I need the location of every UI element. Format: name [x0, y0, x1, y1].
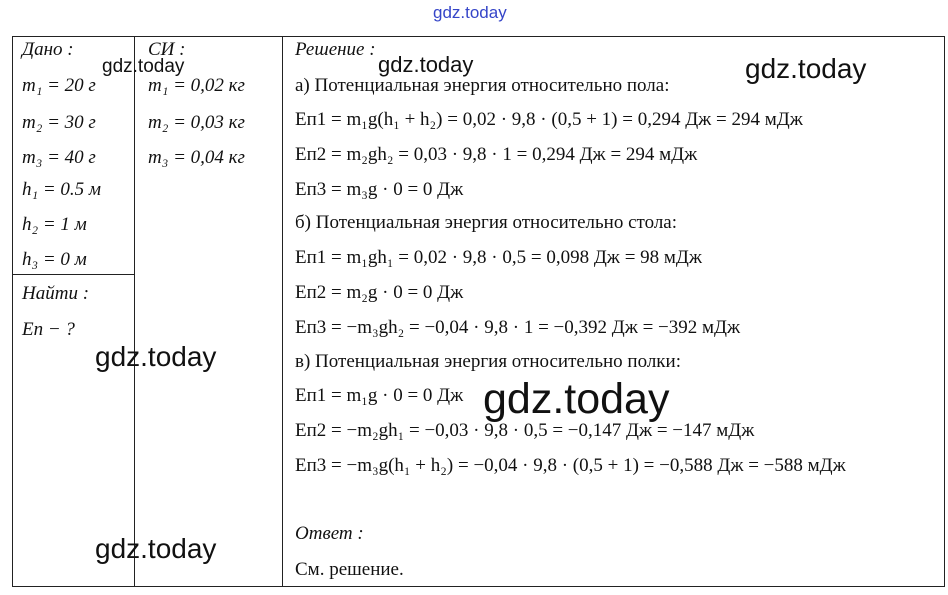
solution-line: а) Потенциальная энергия относительно пола: [295, 75, 670, 96]
solution-line: Eп2 = m₂gh₂ = 0,03 · 9,8 · 1 = 0,294 Дж = 294 мДж [295, 144, 698, 165]
given-item: m₃ = 40 г [22, 147, 96, 168]
solution-line: б) Потенциальная энергия относительно стола: [295, 212, 678, 233]
given-item: m₂ = 30 г [22, 112, 96, 133]
solution-line: Eп3 = −m₃g(h₁ + h₂) = −0,04 · 9,8 · (0,5 + 1) = −0,588 Дж = −588 мДж [295, 455, 846, 476]
given-item: m₁ = 20 г [22, 75, 96, 96]
watermark-big: gdz.today [483, 375, 670, 423]
solution-header: Решение : [295, 39, 376, 60]
divider-si-solution [282, 36, 283, 586]
solution-line: Eп1 = m₁gh₁ = 0,02 · 9,8 · 0,5 = 0,098 Дж = 98 мДж [295, 247, 703, 268]
watermark-center: gdz.today [378, 52, 474, 77]
given-item: h₃ = 0 м [22, 249, 87, 270]
given-item: h₁ = 0.5 м [22, 179, 102, 200]
watermark-top: gdz.today [433, 3, 507, 22]
solution-line: Eп2 = m₂g · 0 = 0 Дж [295, 282, 464, 303]
given-item: h₂ = 1 м [22, 214, 87, 235]
divider-given-si [134, 36, 135, 586]
watermark-bottom: gdz.today [95, 533, 217, 564]
watermark-dado: gdz.today [102, 56, 185, 77]
divider-given-find [12, 274, 134, 275]
solution-line: Eп1 = m₁g · 0 = 0 Дж [295, 385, 464, 406]
solution-line: Eп2 = −m₂gh₁ = −0,03 · 9,8 · 0,5 = −0,147 Дж = −147 мДж [295, 420, 755, 441]
si-header: СИ : [148, 39, 186, 60]
solution-line: в) Потенциальная энергия относительно полки: [295, 351, 681, 372]
si-item: m₁ = 0,02 кг [148, 75, 245, 96]
si-item: m₂ = 0,03 кг [148, 112, 245, 133]
watermark-mid-right: gdz.today [745, 53, 867, 84]
si-item: m₃ = 0,04 кг [148, 147, 245, 168]
find-header: Найти : [22, 283, 90, 304]
watermark-left: gdz.today [95, 341, 217, 372]
solution-line: Eп1 = m₁g(h₁ + h₂) = 0,02 · 9,8 · (0,5 + 1) = 0,294 Дж = 294 мДж [295, 109, 803, 130]
find-item: Eп − ? [22, 319, 75, 340]
solution-line: Eп3 = −m₃gh₂ = −0,04 · 9,8 · 1 = −0,392 Дж = −392 мДж [295, 317, 741, 338]
answer-header: Ответ : [295, 523, 364, 544]
answer-text: См. решение. [295, 559, 404, 580]
solution-line: Eп3 = m₃g · 0 = 0 Дж [295, 179, 464, 200]
given-header: Дано : [22, 39, 74, 60]
